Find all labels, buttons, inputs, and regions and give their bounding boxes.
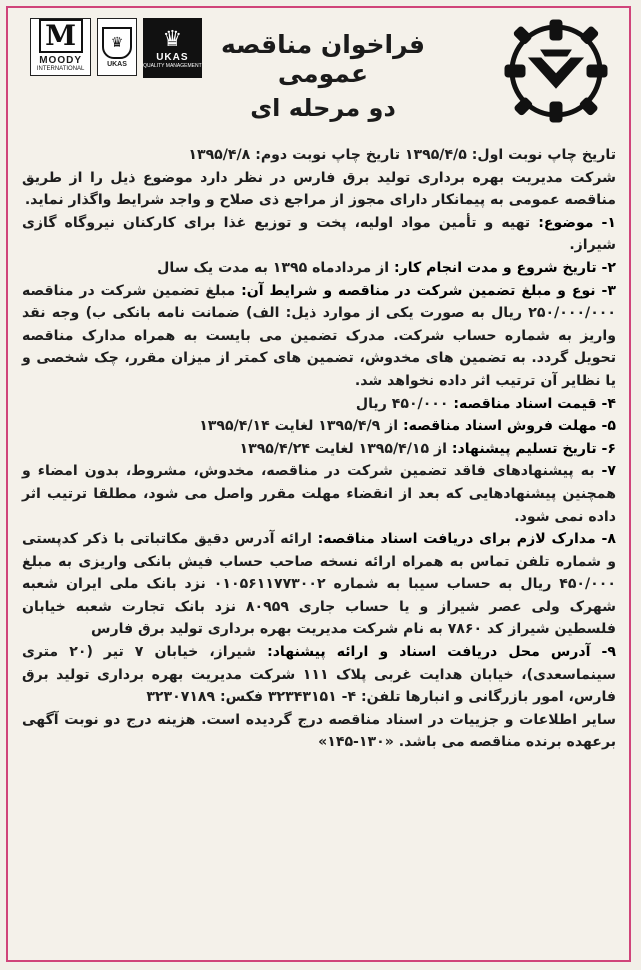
ad-title: فراخوان مناقصه عمومی [220,30,426,88]
item-address [22,641,616,709]
item-text: به پیشنهادهای فاقد تضمین شرکت در مناقصه، مخدوش، مشروط، بدون امضاء و همچنین پیشنهادهایی که بعد از انقضاء مهلت مقرر واصل می شود، مطلقا ترتیب اثر داده نمی شود. [22,463,616,525]
item-text: مبلغ تضمین شرکت در مناقصه ۲۵۰/۰۰۰/۰۰۰ ریال به صورت یکی از موارد ذیل: الف) ضمانت نامه بانکی ب) وجه نقد واریز به شماره حساب شرکت. مدرک تضمین می بایست به همراه مدارک مناقصه تحویل گردد. به تضمین های مخدوش، تضمین های کمتر از میزان مقرر، چک شخصی و یا نظایر آن ترتیب اثر داده نخواهد شد. [22,282,616,389]
item-head: ۲- تاریخ شروع و مدت انجام کار: [394,259,616,276]
crown-icon: ♛ [102,27,132,59]
item-submission-date [22,438,616,461]
item-head: ۶- تاریخ تسلیم پیشنهاد: [451,440,616,457]
ad-body [22,144,616,754]
company-emblem-icon [501,16,611,126]
item-text: از ۱۳۹۵/۴/۱۵ لغایت ۱۳۹۵/۴/۲۴ [239,440,452,457]
item-required-documents [22,528,616,641]
print-dates: تاریخ چاپ نوبت اول: ۱۳۹۵/۴/۵ تاریخ چاپ نوبت دوم: ۱۳۹۵/۴/۸ [188,147,616,163]
moody-sub: INTERNATIONAL [36,66,85,72]
item-text: از ۱۳۹۵/۴/۹ لغایت ۱۳۹۵/۴/۱۴ [199,418,403,435]
item-text: تهیه و تأمین مواد اولیه، پخت و توزیع غذا برای کارکنان نیروگاه گازی شیراز. [22,214,616,254]
ukas-small-label: UKAS [107,60,127,68]
ukas-large-label: UKAS [156,51,189,63]
moody-name: MOODY [39,55,82,66]
item-rejection-note [22,460,616,528]
ukas-logo-small [97,18,137,76]
certification-logos [30,18,202,78]
item-text: از مردادماه ۱۳۹۵ به مدت یک سال [157,259,394,276]
item-text: ارائه آدرس دقیق مکاتباتی با ذکر کدپستی و شماره تلفن تماس به همراه ارائه نسخه صاحب حساب فیش بانکی واریزی به مبلغ ۴۵۰/۰۰۰ ریال به حساب سیبا به شماره ۰۱۰۵۶۱۱۷۷۳۰۰۲ نزد بانک ملی ایران شعبه شهرک ولی عصر شیراز و یا حساب جاری ۸۰۹۵۹ نزد بانک تجارت شعبه خیابان فلسطین شیراز کد ۷۸۶۰ به نام شرکت مدیریت بهره برداری تولید برق فارس [22,531,616,638]
moody-logo [30,18,91,76]
item-text: شیراز، خیابان ۷ تیر (۲۰ متری سینماسعدی)، خیابان هدایت غربی پلاک ۱۱۱ شرکت مدیریت بهره برداری تولید برق فارس، امور بازرگانی و انبارها تلفن: ۴- ۳۲۳۴۳۱۵۱ فکس: ۳۲۳۰۷۱۸۹ [22,644,616,706]
crown-icon: ♛ [162,26,183,52]
footer-note [22,709,616,754]
item-head: ۸- مدارک لازم برای دریافت اسناد مناقصه: [317,531,616,548]
item-start-date [22,257,616,280]
item-head: ۱- موضوع: [538,214,616,231]
item-head: ۳- نوع و مبلغ تضمین شرکت در مناقصه و شرایط آن: [241,282,616,299]
item-head: ۷- [601,463,616,480]
item-head: ۹- آدرس محل دریافت اسناد و ارائه پیشنهاد: [267,644,616,661]
item-document-price [22,393,616,416]
ad-header [8,8,629,133]
ad-subtitle: دو مرحله ای [250,94,396,122]
item-sale-period [22,415,616,438]
item-text: ۴۵۰/۰۰۰ ریال [355,395,454,412]
intro-paragraph: شرکت مدیریت بهره برداری تولید برق فارس در نظر دارد موضوع ذیل را از طریق مناقصه عمومی به پیمانکار دارای مجوز از مراجع ذی صلاح و واجد شرایط واگذار نماید. [22,169,616,209]
ukas-large-sub: QUALITY MANAGEMENT [143,62,202,69]
item-guarantee [22,280,616,393]
item-subject [22,212,616,257]
ukas-logo-large [143,18,202,78]
ad-code: «۱۳۰-۱۴۵» [318,734,394,751]
footer-text: سایر اطلاعات و جزییات در اسناد مناقصه درج گردیده است. هزینه درج دو نوبت آگهی برعهده برنده مناقصه می باشد. [22,711,616,751]
item-head: ۴- قیمت اسناد مناقصه: [453,395,616,412]
item-head: ۵- مهلت فروش اسناد مناقصه: [402,418,616,435]
moody-mark: M [39,19,83,53]
ad-frame [6,6,631,962]
